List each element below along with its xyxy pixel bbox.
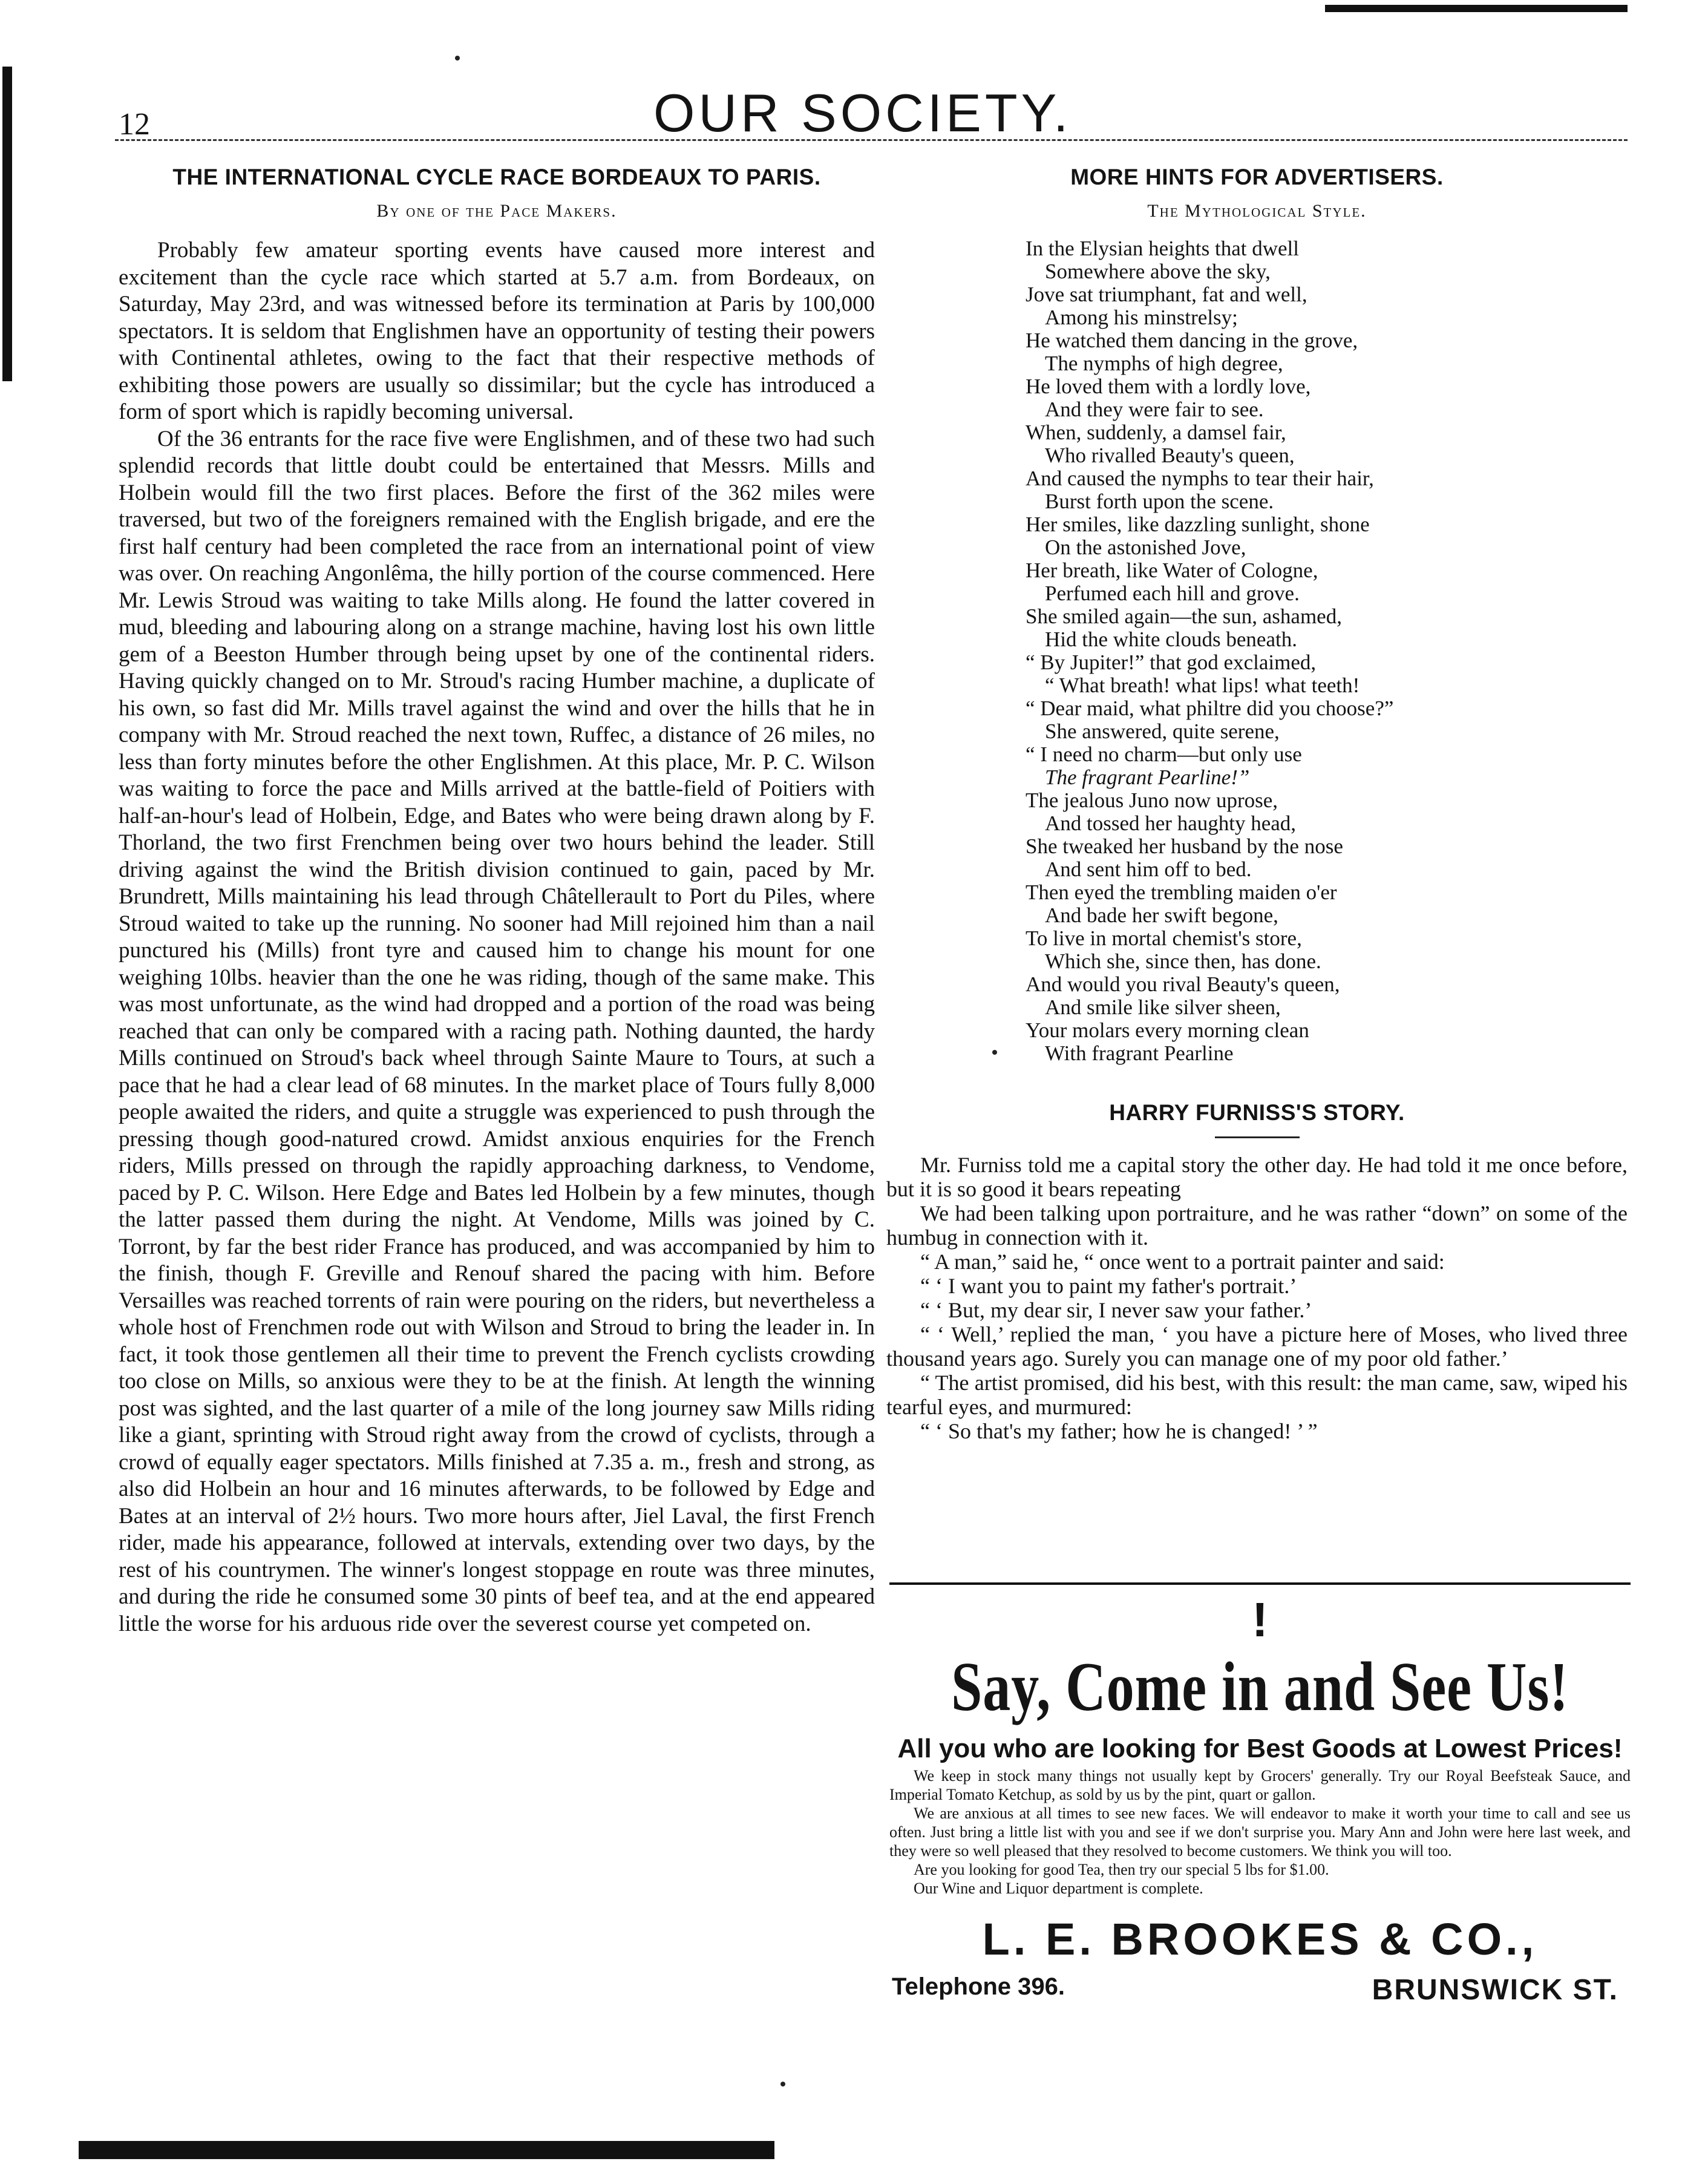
publication-title: OUR SOCIETY.: [653, 83, 1072, 143]
poem-line: When, suddenly, a damsel fair,: [1026, 421, 1286, 444]
poem-line: On the astonished Jove,: [1045, 536, 1246, 559]
ad-company-name: L. E. BROOKES & CO.,: [982, 1914, 1538, 1964]
ad-paragraph: We are anxious at all times to see new faces. We will endeavor to make it worth your time to call and see us often. Just bring a little list with you and see if we don't surprise you. Mary Ann and John were here last week, and they were so well pleased that they resolved to become customers. We think you will too.: [889, 1805, 1631, 1860]
ad-headline: Say, Come in and See Us!: [951, 1648, 1569, 1725]
poem-line: Who rivalled Beauty's queen,: [1045, 444, 1295, 467]
ad-street: BRUNSWICK ST.: [1372, 1974, 1618, 2006]
bottom-rule: [79, 2141, 774, 2159]
poem-line: And they were fair to see.: [1045, 398, 1264, 421]
poem-line: “ Dear maid, what philtre did you choose?”: [1026, 697, 1394, 720]
article-paragraph: Probably few amateur sporting events have caused more interest and excitement than the cycle race which started at 5.7 a.m. from Bordeaux, on Saturday, May 23rd, and was witnessed before its termination at Paris by 100,000 spectators. It is seldom that Englishmen have an opportunity of testing their powers with Continental athletes, owing to the fact that their respective methods of exhibiting those powers are usually so dissimilar; but the cycle has introduced a form of sport which is rapidly becoming universal.: [119, 238, 875, 424]
poem-line: Hid the white clouds beneath.: [1045, 628, 1297, 651]
poem-line: He loved them with a lordly love,: [1026, 375, 1311, 398]
poem: [886, 237, 1628, 1065]
story-paragraph: “ ‘ Well,’ replied the man, ‘ you have a picture here of Moses, who lived three thousand years ago. Surely you can manage one of my poor old father.’: [886, 1322, 1628, 1371]
ad-footer: [889, 1973, 1631, 2007]
cycle-race-article: [119, 165, 875, 1637]
story-paragraph: “ ‘ So that's my father; how he is changed! ’ ”: [920, 1419, 1318, 1443]
poem-line: Somewhere above the sky,: [1045, 260, 1271, 283]
section-rule: [1215, 1136, 1300, 1138]
poem-line: Her breath, like Water of Cologne,: [1026, 559, 1318, 582]
furniss-title: HARRY FURNISS'S STORY.: [1109, 1100, 1405, 1125]
print-speck: [455, 56, 460, 61]
page-number: 12: [119, 107, 150, 142]
poem-line: And caused the nymphs to tear their hair,: [1026, 467, 1374, 490]
ad-tagline: All you who are looking for Best Goods at Lowest Prices!: [897, 1734, 1623, 1763]
poem-line: The fragrant Pearline!”: [1045, 765, 1250, 789]
story-paragraph: “ ‘ I want you to paint my father's portrait.’: [920, 1274, 1297, 1298]
poem-line: Among his minstrelsy;: [1045, 306, 1238, 329]
poem-line: And would you rival Beauty's queen,: [1026, 972, 1340, 996]
poem-line: “ By Jupiter!” that god exclaimed,: [1026, 651, 1317, 674]
furniss-story: [886, 1153, 1628, 1443]
story-paragraph: Mr. Furniss told me a capital story the other day. He had told it me once before, but it is so good it bears repeating: [886, 1153, 1628, 1201]
story-paragraph: “ ‘ But, my dear sir, I never saw your father.’: [920, 1298, 1312, 1322]
hints-subtitle: The Mythological Style.: [1147, 201, 1367, 221]
article-byline: By one of the Pace Makers.: [376, 201, 617, 221]
poem-line: And sent him off to bed.: [1045, 857, 1252, 881]
story-paragraph: We had been talking upon portraiture, and he was rather “down” on some of the humbug in connection with it.: [886, 1201, 1628, 1250]
poem-line: Which she, since then, has done.: [1045, 949, 1321, 973]
article-title: THE INTERNATIONAL CYCLE RACE BORDEAUX TO PARIS.: [172, 165, 821, 189]
poem-line: In the Elysian heights that dwell: [1026, 237, 1299, 260]
poem-line: He watched them dancing in the grove,: [1026, 329, 1358, 352]
ad-telephone: Telephone 396.: [892, 1973, 1065, 2000]
article-body: [119, 237, 875, 1637]
poem-line: The nymphs of high degree,: [1045, 352, 1283, 375]
poem-line: “ What breath! what lips! what teeth!: [1045, 674, 1360, 697]
poem-line: Then eyed the trembling maiden o'er: [1026, 880, 1337, 904]
poem-line: Perfumed each hill and grove.: [1045, 582, 1300, 605]
ad-paragraph: We keep in stock many things not usually kept by Grocers' generally. Try our Royal Beefsteak Sauce, and Imperial Tomato Ketchup, as sold by us by the pint, quart or gallon.: [889, 1767, 1631, 1803]
poem-line: And smile like silver sheen,: [1045, 995, 1281, 1019]
poem-line: Jove sat triumphant, fat and well,: [1026, 283, 1307, 306]
ad-exclamation: !: [1252, 1593, 1268, 1647]
poem-line: And tossed her haughty head,: [1045, 811, 1297, 835]
ad-rule: [889, 1582, 1631, 1585]
poem-line: She tweaked her husband by the nose: [1026, 834, 1343, 858]
poem-line: Burst forth upon the scene.: [1045, 490, 1274, 513]
hints-title: MORE HINTS FOR ADVERTISERS.: [1070, 165, 1444, 189]
ad-paragraph: Are you looking for good Tea, then try our special 5 lbs for $1.00.: [914, 1861, 1329, 1878]
ad-body: [889, 1766, 1631, 1898]
poem-line: Your molars every morning clean: [1026, 1018, 1309, 1042]
poem-line: Her smiles, like dazzling sunlight, shone: [1026, 513, 1370, 536]
ad-paragraph: Our Wine and Liquor department is complete.: [914, 1880, 1203, 1897]
gutter-mark: [2, 67, 12, 381]
poem-line: “ I need no charm—but only use: [1026, 742, 1302, 766]
top-rule: [1325, 5, 1628, 12]
right-column: [886, 165, 1628, 1443]
poem-line: She answered, quite serene,: [1045, 720, 1280, 743]
story-paragraph: “ The artist promised, did his best, with this result: the man came, saw, wiped his tearful eyes, and murmured:: [886, 1371, 1628, 1419]
poem-line: With fragrant Pearline: [1045, 1041, 1234, 1065]
story-paragraph: “ A man,” said he, “ once went to a portrait painter and said:: [920, 1250, 1445, 1274]
brookes-advertisement: [889, 1582, 1631, 2007]
poem-line: The jealous Juno now uprose,: [1026, 788, 1278, 812]
poem-line: She smiled again—the sun, ashamed,: [1026, 605, 1342, 628]
poem-line: And bade her swift begone,: [1045, 903, 1278, 927]
article-paragraph: Of the 36 entrants for the race five were Englishmen, and of these two had such splendid records that little doubt could be entertained that Messrs. Mills and Holbein would fill the two first places. Before the first of the 362 miles were traversed, but two of the foreigners remained with the English brigade, and ere the first half century had been completed the race from an international point of view was over. On reaching Angonlêma, the hilly portion of the course commenced. Here Mr. Lewis Stroud was waiting to take Mills along. He found the latter covered in mud, bleeding and labouring along on a strange machine, having lost his own little gem of a Beeston Humber through being upset by one of the continental riders. Having quickly changed on to Mr. Stroud's racing Humber machine, a duplicate of his own, so fast did Mr. Mills travel against the wind and over the hills that he in company with Mr. Stroud reached the next town, Ruffec, a distance of 26 miles, no less than forty minutes before the other Englishmen. At this place, Mr. P. C. Wilson was waiting to force the pace and Mills arrived at the battle-field of Poitiers with half-an-hour's lead of Holbein, Edge, and Bates who were being drawn along by F. Thorland, the two first Frenchmen being over two hours behind the leader. Still driving against the wind the British division continued to gain, paced by Mr. Brundrett, Mills maintaining his lead through Châtellerault to Port du Piles, where Stroud waited to take up the running. No sooner had Mill rejoined him than a nail punctured his (Mills) front tyre and caused him to change his mount for one weighing 10lbs. heavier than the one he was riding, though of the same make. This was most unfortunate, as the wind had dropped and a portion of the road was being reached that can only be compared with a racing path. Nothing daunted, the hardy Mills continued on Stroud's back wheel through Sainte Maure to Tours, at such a pace that he had a clear lead of 68 minutes. In the market place of Tours fully 8,000 people awaited the riders, and quite a struggle was experienced to push through the pressing though good-natured crowd. Amidst anxious enquiries for the French riders, Mills pressed on through the rapidly approaching darkness, to Vendome, paced by P. C. Wilson. Here Edge and Bates led Holbein by a few minutes, though the latter passed them during the night. At Vendome, Mills was joined by C. Torront, by far the best rider France has produced, and was accompanied by him to the finish, though F. Greville and Renouf shared the pacing with him. Before Versailles was reached torrents of rain were pouring on the riders, but nevertheless a whole host of Frenchmen rode out with Wilson and Stroud to bring the leader in. In fact, it took those gentlemen all their time to prevent the French cyclists crowding too close on Mills, so anxious were they to be at the finish. At length the winning post was sighted, and the last quarter of a mile of the long journey saw Mills riding like a giant, sprinting with Stroud right away from the crowd of cyclists, through a crowd of equally eager spectators. Mills finished at 7.35 a. m., fresh and strong, as also did Holbein an hour and 16 minutes afterwards, to be followed by Edge and Bates at an interval of 2½ hours. Two more hours after, Jiel Laval, the first French rider, made his appearance, followed at intervals, extending over two days, by the rest of his countrymen. The winner's longest stoppage en route was three minutes, and during the ride he consumed some 30 pints of beef tea, and at the end appeared little the worse for his arduous ride over the severest course yet competed on.: [119, 426, 875, 1636]
header-rule: [115, 139, 1628, 141]
poem-line: To live in mortal chemist's store,: [1026, 926, 1302, 950]
print-speck: [780, 2082, 785, 2086]
